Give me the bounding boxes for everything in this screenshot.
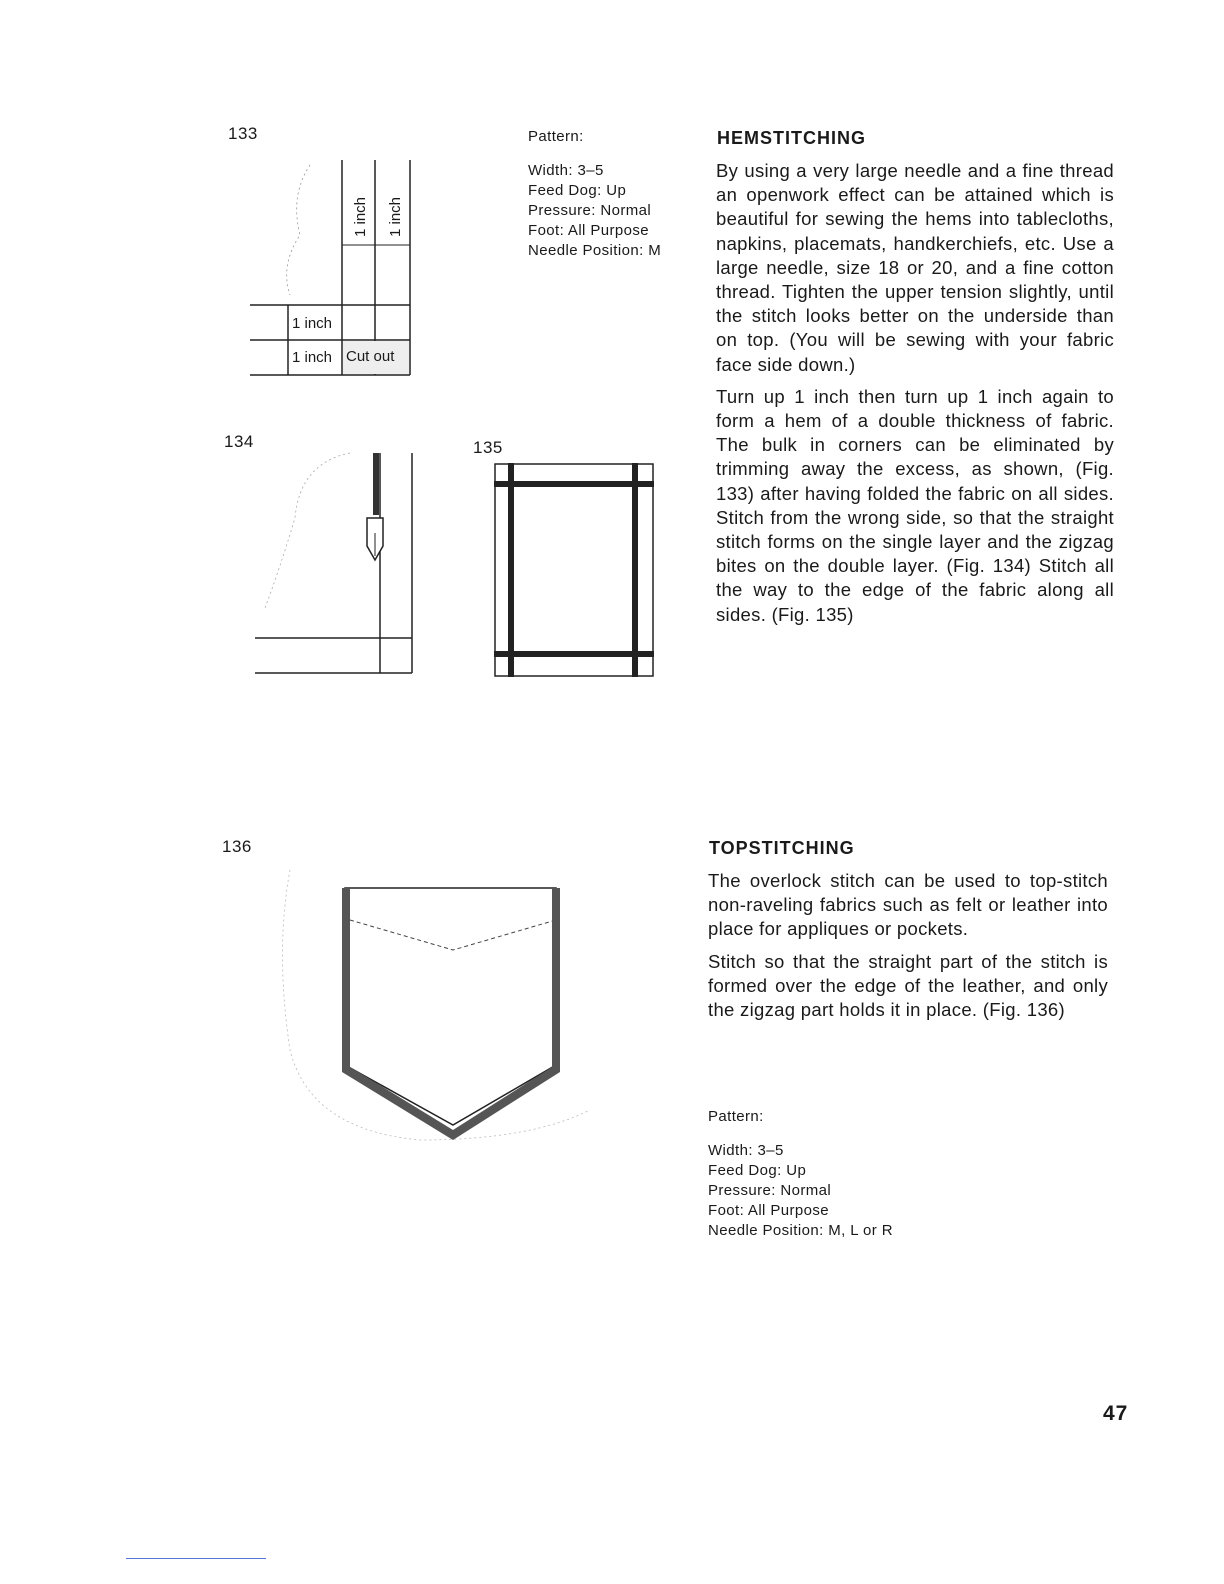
pattern-block-top (528, 127, 698, 261)
label-cutout: Cut out (346, 348, 395, 365)
pattern-needle-position: Needle Position: M (528, 242, 662, 259)
topstitching-paragraph-1: The overlock stitch can be used to top-stitch non-raveling fabrics such as felt or leather into place for appliques or pockets. (708, 870, 1108, 940)
pattern-feed-dog: Feed Dog: Up (528, 182, 627, 199)
hemstitching-heading: HEMSTITCHING (717, 128, 866, 148)
pattern-width: Width: 3–5 (708, 1142, 784, 1159)
figure-133-diagram (250, 155, 420, 380)
label-1inch-a: 1 inch (292, 315, 333, 332)
stitch-line (373, 453, 379, 515)
pattern-heading: Pattern: (528, 128, 584, 145)
pattern-feed-dog: Feed Dog: Up (708, 1162, 807, 1179)
fabric-edge-sketch (287, 165, 310, 295)
label-1inch-vertical-b: 1 inch (387, 196, 404, 237)
pattern-heading: Pattern: (708, 1108, 764, 1125)
topstitching-paragraph-2: Stitch so that the straight part of the stitch is formed over the edge of the leather, and only the zigzag part holds it in place. (Fig. 136) (708, 950, 1108, 1021)
figure-135-number: 135 (473, 438, 503, 457)
hemstitching-paragraph-2: Turn up 1 inch then turn up 1 inch again to form a hem of a double thickness of fabric. The bulk in corners can be eliminated by trimming away the excess, as shown, (Fig. 133) after having folded the fabric on all sides. Stitch from the wrong side, so that the straight stitch forms on the single layer and the zigzag bites on the double layer. (Fig. 134) Stitch all the way to the edge of the fabric along all sides. (Fig. 135) (716, 385, 1114, 625)
figure-133-number: 133 (228, 124, 258, 143)
hemstitching-body (716, 159, 1114, 627)
topstitching-heading: TOPSTITCHING (709, 838, 855, 858)
pattern-foot: Foot: All Purpose (708, 1202, 830, 1219)
pattern-pressure: Pressure: Normal (708, 1182, 832, 1199)
figure-134-diagram (250, 448, 420, 678)
pattern-needle-position: Needle Position: M, L or R (708, 1222, 893, 1239)
figure-136-diagram (270, 850, 610, 1150)
label-1inch-vertical-a: 1 inch (352, 196, 369, 237)
figure-134-number: 134 (224, 432, 254, 451)
page-number: 47 (1103, 1402, 1129, 1425)
pattern-foot: Foot: All Purpose (528, 222, 650, 239)
pattern-pressure: Pressure: Normal (528, 202, 652, 219)
pattern-width: Width: 3–5 (528, 162, 604, 179)
figure-136-number: 136 (222, 837, 252, 856)
figure-135-diagram (494, 463, 656, 679)
pattern-block-bottom (708, 1107, 968, 1241)
topstitching-body (708, 869, 1108, 1022)
footer-line (126, 1558, 266, 1559)
label-1inch-b: 1 inch (292, 349, 333, 366)
hemstitching-paragraph-1: By using a very large needle and a fine thread an openwork effect can be attained which is beautiful for sewing the hems into tablecloths, napkins, placemats, handkerchiefs, etc. Use a large needle, size 18 or 20, and a fine cotton thread. Tighten the upper tension slightly, until the stitch looks better on the underside than on top. (You will be sewing with your fabric face side down.) (716, 160, 1114, 375)
